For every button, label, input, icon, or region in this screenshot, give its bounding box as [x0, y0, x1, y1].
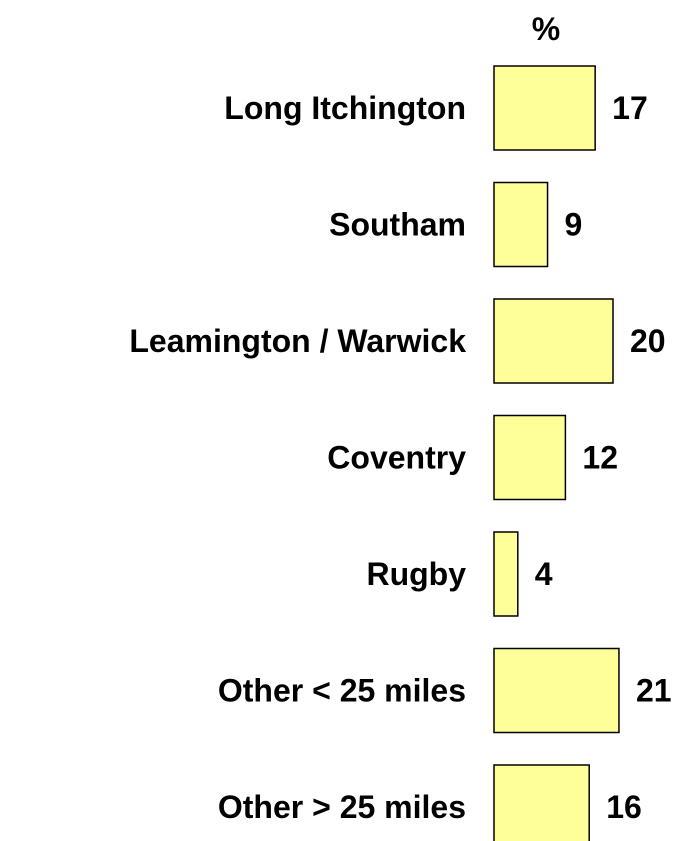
bar-row: [218, 649, 672, 733]
value-label: 4: [534, 556, 553, 592]
bar-row: [129, 299, 665, 383]
category-label: Long Itchington: [224, 90, 466, 126]
bar: [494, 66, 595, 150]
value-label: 17: [612, 90, 648, 126]
bar-row: [218, 765, 642, 841]
bar-row: [366, 532, 552, 616]
category-label: Other > 25 miles: [217, 789, 466, 825]
category-label: Other < 25 miles: [217, 672, 466, 709]
value-label: 20: [630, 323, 666, 359]
value-label: 12: [582, 439, 618, 476]
bar-row: [224, 66, 647, 150]
category-label: Southam: [329, 206, 466, 243]
value-label: 16: [606, 789, 642, 825]
value-label: 9: [564, 206, 583, 243]
bars-layer: [129, 66, 671, 841]
category-label: Coventry: [327, 439, 466, 476]
bar: [494, 765, 589, 841]
bar: [494, 532, 518, 616]
category-label: Rugby: [366, 556, 466, 592]
bar: [494, 416, 565, 500]
bar: [494, 649, 619, 733]
value-label: 21: [635, 672, 672, 709]
category-label: Leamington / Warwick: [129, 323, 466, 359]
bar-row: [329, 183, 582, 267]
bar: [494, 183, 548, 267]
bar: [494, 299, 613, 383]
bar-row: [327, 416, 618, 500]
unit-label: %: [531, 11, 561, 47]
